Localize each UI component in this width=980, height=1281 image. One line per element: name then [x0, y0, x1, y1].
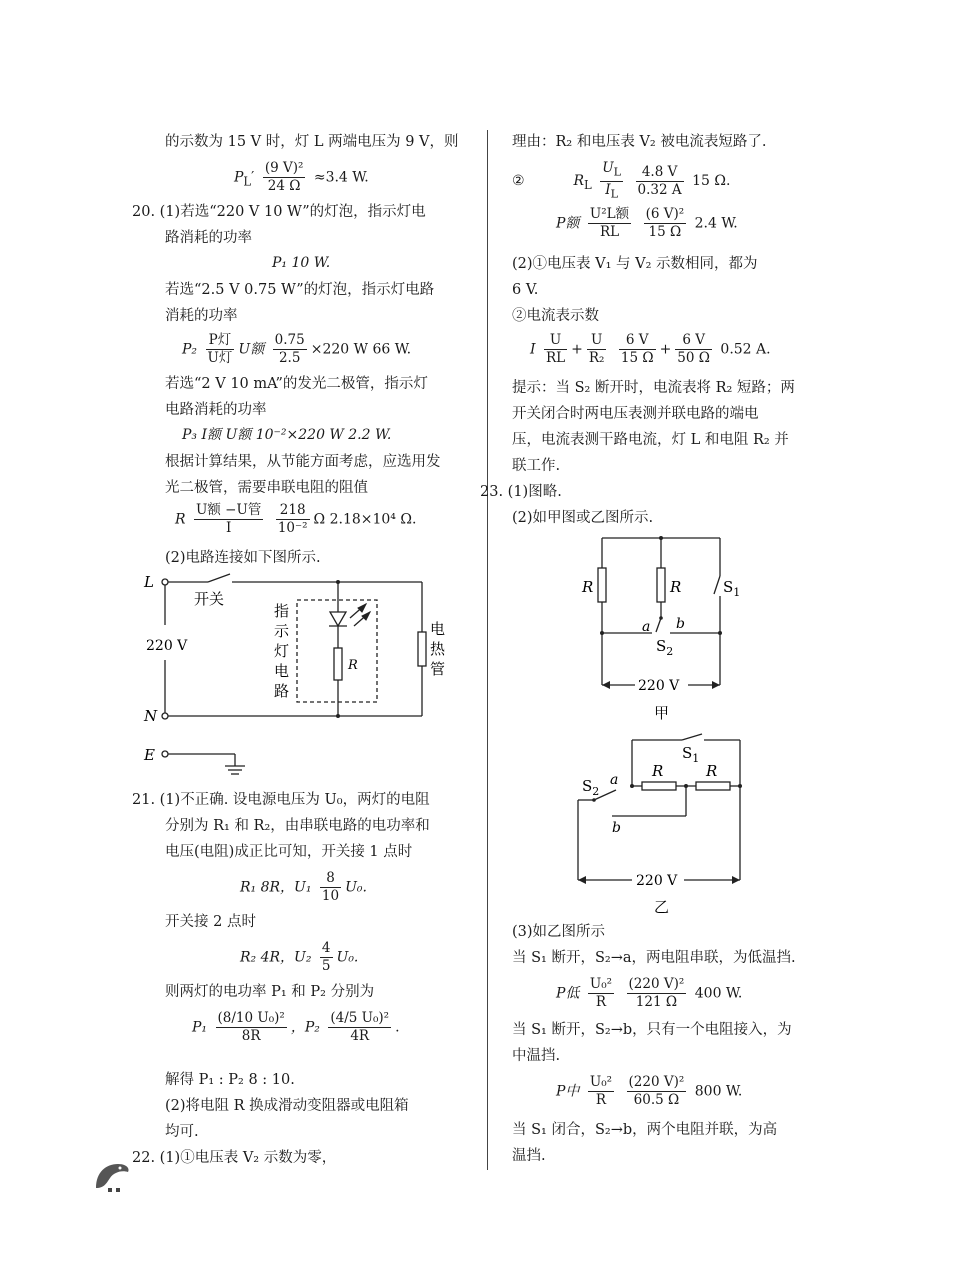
circuit-diagram-indicator [140, 570, 450, 780]
question-21: 21. (1)不正确. 设电源电压为 U₀，两灯的电阻 [132, 792, 430, 808]
text-line: 则两灯的电功率 P₁ 和 P₂ 分别为 [165, 984, 375, 1000]
label-indicator-circuit [274, 602, 290, 700]
label-E: E [144, 746, 155, 764]
formula-p1: P₁ 10 W. [272, 255, 331, 271]
label-S2: $S_2$ [656, 637, 674, 658]
label-R: R [706, 762, 718, 780]
text-line: 提示：当 S₂ 断开时，电流表将 R₂ 短路；两 [512, 380, 795, 396]
text-line: 路消耗的功率 [165, 230, 252, 246]
label-N: N [144, 707, 158, 725]
label-S2: $S_2$ [582, 777, 600, 798]
text-line: 若选“2.5 V 0.75 W”的灯泡，指示灯电路 [165, 282, 435, 298]
svg-text:示: 示 [274, 622, 290, 640]
label-b: b [676, 616, 685, 632]
text-line: ②电流表示数 [512, 308, 599, 324]
formula-pmid: P中 $\frac{\text{U₀²}}{R}$ $\frac{\text{(220 V)²}}{60.5 \Omega}$ 800 W. [556, 1074, 743, 1108]
label-220v: 220 V [636, 873, 678, 889]
label-220v: 220 V [146, 638, 188, 654]
caption-yi: 乙 [654, 898, 670, 916]
label-R: R [348, 658, 358, 673]
text-line: 若选“2 V 10 mA”的发光二极管，指示灯 [165, 376, 428, 392]
text-line: 开关闭合时两电压表测并联电路的端电 [512, 406, 759, 422]
text-line: (3)如乙图所示 [512, 924, 606, 940]
label-220v: 220 V [638, 678, 680, 694]
svg-text:管: 管 [430, 660, 446, 678]
text-line: 温挡. [512, 1148, 546, 1164]
text-line: 中温挡. [512, 1048, 561, 1064]
text-line: 解得 P₁ : P₂ 8 : 10. [165, 1072, 295, 1088]
formula-p1p2: P₁ $\frac{\text{(8/10 U₀)²}}{8R}$ ，P₂ $\frac{\text{(4/5 U₀)²}}{4R}$ . [192, 1010, 400, 1044]
label-R: R [670, 578, 682, 596]
caption-jia: 甲 [654, 704, 670, 722]
formula-p3: P₃ I额 U额 10⁻²×220 W 2.2 W. [182, 427, 392, 443]
svg-text:热: 热 [430, 640, 446, 658]
text-line: 消耗的功率 [165, 308, 238, 324]
mascot-icon [92, 1158, 132, 1194]
label-L: L [144, 573, 154, 591]
question-20: 20. (1)若选“220 V 10 W”的灯泡，指示灯电 [132, 204, 426, 220]
text-line: 当 S₁ 断开，S₂→b，只有一个电阻接入，为 [512, 1022, 792, 1038]
svg-text:指: 指 [274, 602, 290, 620]
text-line: 压，电流表测干路电流，灯 L 和电阻 R₂ 并 [512, 432, 789, 448]
text-line: (2)①电压表 V₁ 与 V₂ 示数相同，都为 [512, 256, 758, 272]
circuit-diagram-jia [570, 530, 750, 725]
formula-r: R $\frac{\text{U额 −U管}}{I}$ $\frac{218}{\text{10⁻²}}$ Ω 2.18×10⁴ Ω. [175, 502, 417, 536]
text-line: 理由：R₂ 和电压表 V₂ 被电流表短路了. [512, 134, 767, 150]
svg-text:灯: 灯 [274, 642, 290, 660]
circuit-diagram-yi [572, 730, 752, 920]
text-line: (2)电路连接如下图所示. [165, 550, 321, 566]
formula-plow: P低 $\frac{\text{U₀²}}{R}$ $\frac{\text{(220 V)²}}{121 \Omega}$ 400 W. [556, 976, 743, 1010]
svg-text:电: 电 [274, 662, 290, 680]
label-a: a [610, 772, 619, 788]
text-line: 分别为 R₁ 和 R₂，由串联电路的电功率和 [165, 818, 430, 834]
text-line: 6 V. [512, 282, 539, 298]
question-22: 22. (1)①电压表 V₂ 示数为零， [132, 1150, 337, 1166]
text-line: 光二极管，需要串联电阻的阻值 [165, 480, 368, 496]
svg-text:路: 路 [274, 682, 290, 700]
column-divider [487, 130, 488, 1170]
text-line: 当 S₁ 闭合，S₂→b，两个电阻并联，为高 [512, 1122, 778, 1138]
formula-pl: $P_L'$ $\frac{\text{(9 V)²}}{24 \Omega}$ ≈3.4 W. [234, 160, 369, 194]
label-R: R [582, 578, 594, 596]
question-23: 23. (1)图略. [480, 484, 562, 500]
formula-r1: R₁ 8R，U₁ $\frac{8}{10}$ U₀. [240, 870, 367, 904]
label-b: b [612, 820, 621, 836]
label-switch: 开关 [194, 590, 225, 608]
formula-p2: P₂ $\frac{\text{P灯}}{\text{U灯}}$ U额 $\frac{0.75}{2.5}$ ×220 W 66 W. [182, 332, 412, 366]
label-S1: $S_1$ [723, 578, 741, 599]
formula-prated: P额 $\frac{\text{U²L额}}{RL}$ $\frac{\text{(6 V)²}}{15 \Omega}$ 2.4 W. [556, 206, 738, 240]
formula-r2: R₂ 4R，U₂ $\frac{4}{5}$ U₀. [240, 940, 359, 974]
text-line: 当 S₁ 断开，S₂→a，两电阻串联，为低温挡. [512, 950, 796, 966]
text-line: 的示数为 15 V 时，灯 L 两端电压为 9 V，则 [165, 134, 459, 150]
label-a: a [642, 619, 651, 635]
text-line: 电路消耗的功率 [165, 402, 267, 418]
text-line: 联工作. [512, 458, 561, 474]
text-line: 开关接 2 点时 [165, 914, 256, 930]
text-line: 均可. [165, 1124, 199, 1140]
formula-current: I $\frac{U}{RL}$ + $\frac{U}{\text{R₂}}$ $\frac{6 V}{15 \Omega}$ + $\frac{6 V}{50 \Omega}$ 0.52 A. [530, 332, 771, 366]
text-line: 根据计算结果，从节能方面考虑，应选用发 [165, 454, 441, 470]
text-line: 电压(电阻)成正比可知，开关接 1 点时 [165, 844, 413, 860]
label-R: R [652, 762, 664, 780]
label-S1: $S_1$ [682, 744, 700, 765]
text-line: (2)如甲图或乙图所示. [512, 510, 654, 526]
label-heater [430, 620, 446, 678]
formula-rl: ② $R_L$ $\frac{U_L}{I_L}$ $\frac{4.8 V}{0.32 A}$ 15 Ω. [512, 160, 731, 201]
text-line: (2)将电阻 R 换成滑动变阻器或电阻箱 [165, 1098, 409, 1114]
svg-text:电: 电 [430, 620, 446, 638]
